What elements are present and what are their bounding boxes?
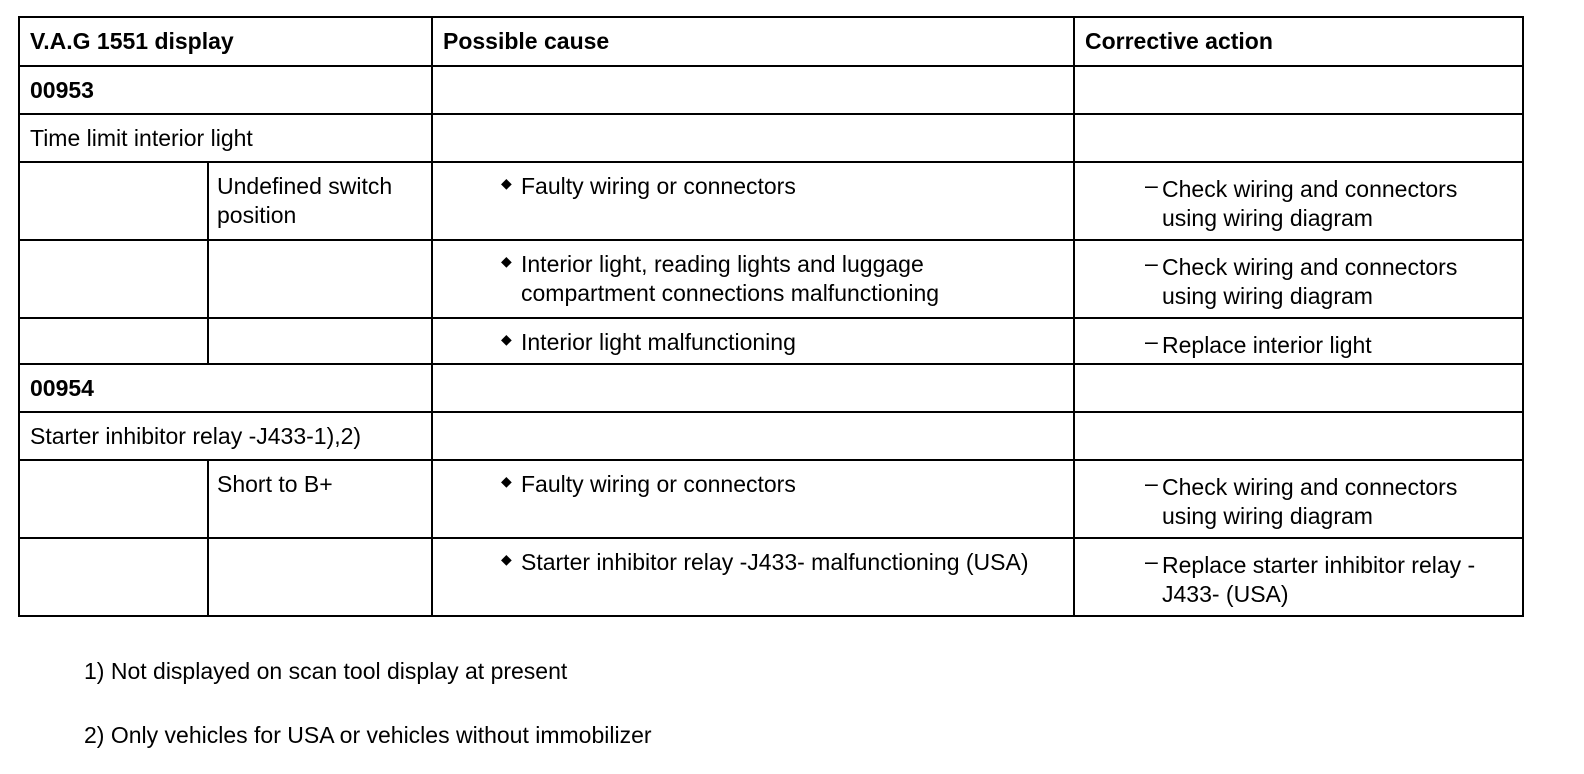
dash-icon: – <box>1145 548 1158 574</box>
table-header-row <box>19 17 1523 66</box>
dash-icon: – <box>1145 470 1158 496</box>
empty-cell <box>432 66 1074 114</box>
dash-icon: – <box>1145 328 1158 354</box>
table-row <box>19 538 1523 616</box>
condition-cell <box>208 240 432 318</box>
empty-cell <box>19 240 208 318</box>
condition-cell: Short to B+ <box>208 460 432 538</box>
empty-cell <box>19 162 208 240</box>
action-cell: – Replace starter inhibitor relay -J433- (USA) <box>1074 538 1523 616</box>
cause-cell: ◆ Interior light, reading lights and luggage compartment connections malfunctioning <box>432 240 1074 318</box>
table-row <box>19 240 1523 318</box>
footnote-2: 2) Only vehicles for USA or vehicles without immobilizer <box>84 722 652 748</box>
empty-cell <box>1074 66 1523 114</box>
action-cell: – Replace interior light <box>1074 318 1523 364</box>
diamond-bullet-icon: ◆ <box>501 473 512 489</box>
empty-cell <box>19 460 208 538</box>
cause-cell: ◆ Interior light malfunctioning <box>432 318 1074 364</box>
empty-cell <box>1074 364 1523 412</box>
footnote-1: 1) Not displayed on scan tool display at present <box>84 658 568 684</box>
fault-code-row <box>19 364 1523 412</box>
header-cause: Possible cause <box>432 17 1074 66</box>
diamond-bullet-icon: ◆ <box>501 331 512 347</box>
empty-cell <box>432 364 1074 412</box>
action-cell: – Check wiring and connectors using wiring diagram <box>1074 162 1523 240</box>
fault-code-row <box>19 66 1523 114</box>
fault-code-table <box>18 16 1524 617</box>
table-row <box>19 162 1523 240</box>
cause-cell: ◆ Starter inhibitor relay -J433- malfunctioning (USA) <box>432 538 1074 616</box>
component-cell: Time limit interior light <box>19 114 432 162</box>
diamond-bullet-icon: ◆ <box>501 551 512 567</box>
cause-cell: ◆ Faulty wiring or connectors <box>432 460 1074 538</box>
empty-cell <box>432 114 1074 162</box>
empty-cell <box>19 318 208 364</box>
header-action: Corrective action <box>1074 17 1523 66</box>
table-row <box>19 318 1523 364</box>
diamond-bullet-icon: ◆ <box>501 253 512 269</box>
component-row <box>19 114 1523 162</box>
condition-cell <box>208 538 432 616</box>
diamond-bullet-icon: ◆ <box>501 175 512 191</box>
empty-cell <box>1074 412 1523 460</box>
dash-icon: – <box>1145 250 1158 276</box>
condition-cell <box>208 318 432 364</box>
empty-cell <box>1074 114 1523 162</box>
table-row <box>19 460 1523 538</box>
component-row <box>19 412 1523 460</box>
cause-cell: ◆ Faulty wiring or connectors <box>432 162 1074 240</box>
fault-code-cell: 00953 <box>19 66 432 114</box>
action-cell: – Check wiring and connectors using wiring diagram <box>1074 460 1523 538</box>
header-display: V.A.G 1551 display <box>19 17 432 66</box>
action-cell: – Check wiring and connectors using wiring diagram <box>1074 240 1523 318</box>
component-cell: Starter inhibitor relay -J433-1),2) <box>19 412 432 460</box>
fault-code-cell: 00954 <box>19 364 432 412</box>
dash-icon: – <box>1145 172 1158 198</box>
empty-cell <box>432 412 1074 460</box>
condition-cell: Undefined switch position <box>208 162 432 240</box>
empty-cell <box>19 538 208 616</box>
